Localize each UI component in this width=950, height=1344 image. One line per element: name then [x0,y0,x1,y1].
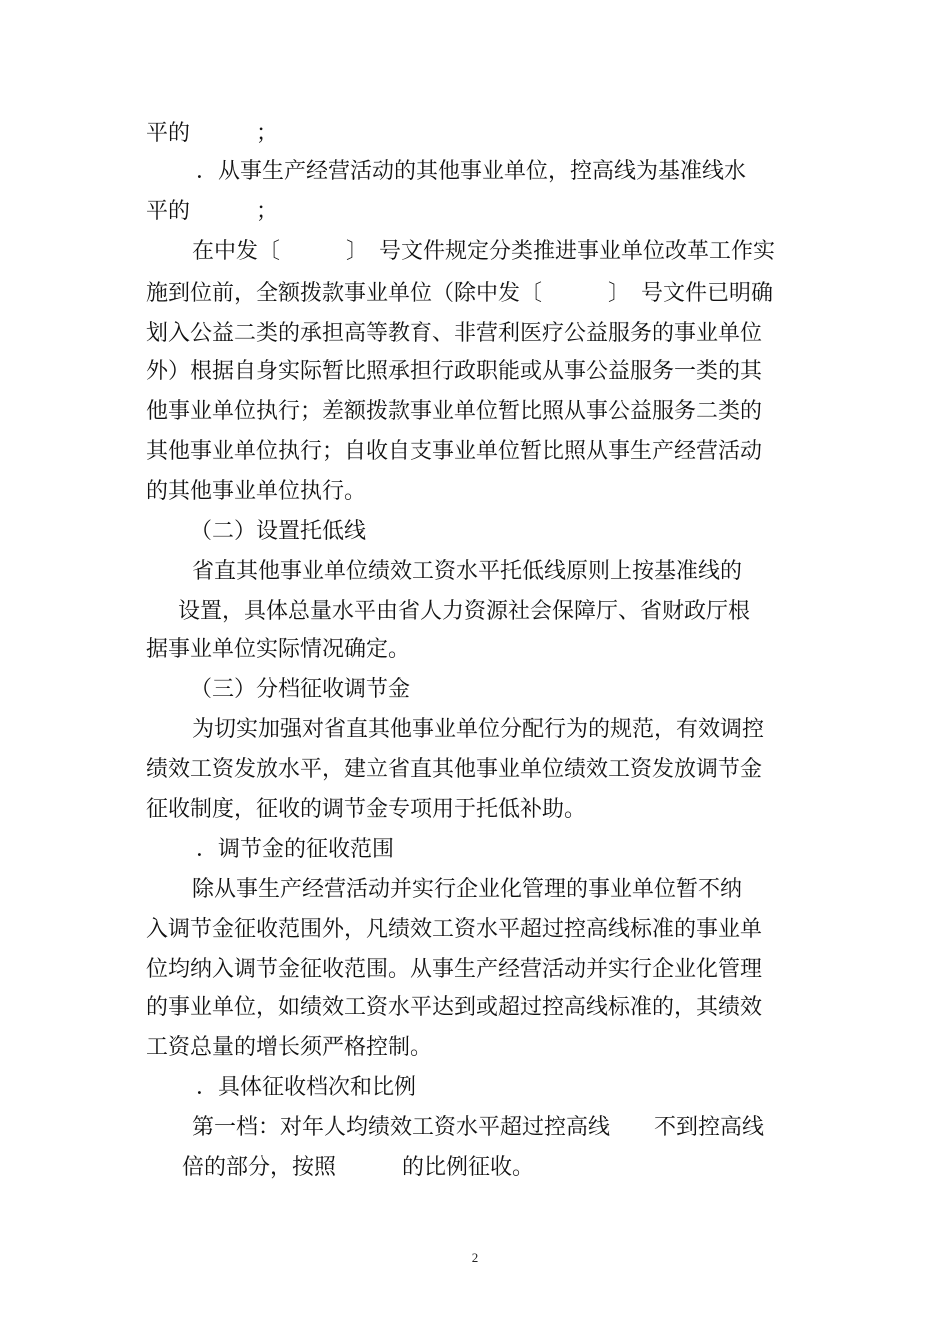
text-line: 的其他事业单位执行。 [146,479,367,504]
text-line: 第一档：对年人均绩效工资水平超过控高线 不到控高线 [192,1115,765,1140]
text-line: 除从事生产经营活动并实行企业化管理的事业单位暂不纳 [192,877,743,902]
text-line: 平的 ； [146,121,279,146]
section-heading: （二）设置托低线 [190,519,367,544]
page-number: 2 [471,1250,479,1265]
text-line: 位均纳入调节金征收范围。从事生产经营活动并实行企业化管理 [146,957,763,982]
text-line: 据事业单位实际情况确定。 [146,637,411,662]
text-line: 入调节金征收范围外，凡绩效工资水平超过控高线标准的事业单 [146,917,763,942]
text-line: 他事业单位执行；差额拨款事业单位暂比照从事公益服务二类的 [146,399,763,424]
text-line: 设置，具体总量水平由省人力资源社会保障厅、省财政厅根 [178,599,751,624]
text-line: 征收制度，征收的调节金专项用于托低补助。 [146,797,587,822]
text-line: 平的 ； [146,199,279,224]
text-line: 省直其他事业单位绩效工资水平托低线原则上按基准线的 [192,559,743,584]
text-line: 其他事业单位执行；自收自支事业单位暂比照从事生产经营活动 [146,439,763,464]
text-line: 的事业单位，如绩效工资水平达到或超过控高线标准的，其绩效 [146,995,763,1020]
section-heading: （三）分档征收调节金 [190,677,411,702]
text-line: 划入公益二类的承担高等教育、非营利医疗公益服务的事业单位 [146,321,763,346]
subsection-heading: ．具体征收档次和比例 [196,1075,417,1100]
subsection-heading: ．调节金的征收范围 [196,837,395,862]
text-line: 工资总量的增长须严格控制。 [146,1035,433,1060]
text-line: 为切实加强对省直其他事业单位分配行为的规范，有效调控 [192,717,765,742]
text-line: 倍的部分，按照 的比例征收。 [182,1155,535,1180]
text-line: 外）根据自身实际暂比照承担行政职能或从事公益服务一类的其 [146,359,763,384]
text-line: 施到位前，全额拨款事业单位（除中发〔 〕 号文件已明确 [146,281,774,306]
text-line: ．从事生产经营活动的其他事业单位，控高线为基准线水 [196,159,747,184]
text-line: 在中发〔 〕 号文件规定分类推进事业单位改革工作实 [192,239,776,264]
text-line: 绩效工资发放水平，建立省直其他事业单位绩效工资发放调节金 [146,757,763,782]
